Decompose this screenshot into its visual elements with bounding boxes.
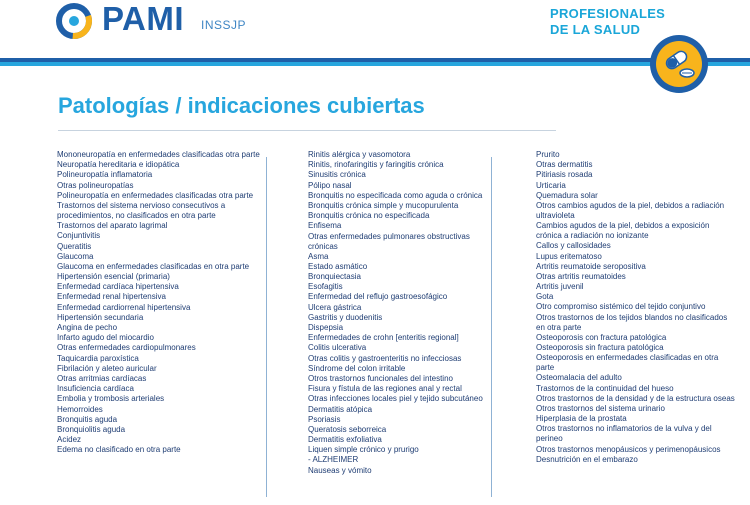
list-item: Quemadura solar — [536, 190, 598, 200]
list-item: Otros trastornos de los tejidos blandos no clasificados en otra parte — [536, 312, 728, 332]
list-item: Osteoporosis con fractura patológica — [536, 332, 667, 342]
list-item: - ALZHEIMER — [308, 455, 359, 465]
list-item: Otras colitis y gastroenteritis no infecciosas — [308, 353, 462, 363]
list-item: Lupus eritematoso — [536, 251, 602, 261]
list-item: Otras polineuropatías — [57, 180, 134, 190]
logo-text: PAMI — [102, 0, 185, 37]
list-item: Bronquitis aguda — [57, 414, 118, 424]
list-item: Hipertensión secundaria — [57, 312, 144, 322]
column-divider-1 — [266, 157, 267, 497]
list-item: Desnutrición en el embarazo — [536, 454, 638, 464]
list-item: Osteoporosis en enfermedades clasificadas en otra parte — [536, 353, 719, 373]
section-title-line1: PROFESIONALES — [550, 6, 666, 21]
column-3 — [536, 150, 736, 465]
list-item: Psoriasis — [308, 414, 341, 424]
list-item: Dermatitis exfoliativa — [308, 435, 382, 445]
list-item: Polineuropatía en enfermedades clasificadas otra parte — [57, 190, 254, 200]
list-item: Otras arritmias cardíacas — [57, 373, 147, 383]
pami-logo-icon — [55, 2, 93, 40]
list-item: Artritis reumatoide seropositiva — [536, 261, 646, 271]
list-item: Urticaria — [536, 180, 566, 190]
list-item: Dispepsia — [308, 323, 344, 332]
list-item: Artritis juvenil — [536, 282, 584, 292]
list-item: Otro compromiso sistémico del tejido conjuntivo — [536, 302, 706, 312]
list-item: Acidez — [57, 435, 82, 445]
list-item: Otros trastornos no inflamatorios de la vulva y del perineo — [536, 424, 712, 444]
column-2 — [308, 150, 488, 476]
badge-inner — [656, 41, 702, 87]
list-item: Polineuropatía inflamatoria — [57, 170, 153, 180]
list-item: Edema no clasificado en otra parte — [57, 445, 181, 455]
list-item: Pitiriasis rosada — [536, 170, 593, 180]
logo-subtitle: INSSJP — [201, 18, 247, 32]
list-item: Enfisema — [308, 221, 342, 231]
badge — [650, 35, 708, 93]
list-item: Callos y callosidades — [536, 241, 611, 251]
list-item: Otras infecciones locales piel y tejido subcutáneo — [308, 394, 483, 404]
list-item: Insuficiencia cardíaca — [57, 384, 134, 394]
list-item: Infarto agudo del miocardio — [57, 333, 154, 343]
header-band-light — [0, 62, 750, 66]
list-item: Embolia y trombosis arteriales — [57, 394, 165, 404]
column-1 — [57, 150, 262, 455]
list-item: Conjuntivitis — [57, 231, 101, 241]
list-item: Fibrilación y aleteo auricular — [57, 363, 157, 373]
list-item: Gota — [536, 292, 554, 302]
list-item: Bronquiectasia — [308, 272, 361, 282]
list-item: Otras artritis reumatoides — [536, 271, 626, 281]
list-item: Trastornos del aparato lagrimal — [57, 221, 168, 231]
title-divider — [58, 130, 556, 131]
list-item: Ulcera gástrica — [308, 302, 362, 312]
list-item: Enfermedad cardiorrenal hipertensiva — [57, 302, 191, 312]
list-item: Colitis ulcerativa — [308, 343, 367, 353]
list-item: Trastornos de la continuidad del hueso — [536, 383, 674, 393]
list-item: Osteomalacia del adulto — [536, 373, 622, 383]
pills-icon — [656, 41, 702, 87]
list-item: Síndrome del colon irritable — [308, 363, 406, 373]
list-item: Glaucoma en enfermedades clasificadas en otra parte — [57, 261, 250, 271]
list-item: Pólipo nasal — [308, 180, 352, 190]
list-item: Rinitis alérgica y vasomotora — [308, 150, 411, 159]
list-item: Enfermedad del reflujo gastroesofágico — [308, 292, 448, 302]
list-item: Cambios agudos de la piel, debidos a exposición crónica a radiación no ionizante — [536, 221, 710, 241]
list-item: Otros trastornos menopáusicos y perimenopáusicos — [536, 444, 721, 454]
list-item: Prurito — [536, 150, 560, 159]
column-divider-2 — [491, 157, 492, 497]
list-item: Estado asmático — [308, 261, 368, 271]
list-item: Bronquitis no especificada como aguda o crónica — [308, 190, 483, 200]
list-item: Angina de pecho — [57, 323, 118, 332]
list-item: Queratitis — [57, 241, 92, 251]
section-title — [550, 6, 665, 38]
list-item: Enfermedad cardíaca hipertensiva — [57, 282, 179, 292]
list-item: Mononeuropatía en enfermedades clasificadas otra parte — [57, 150, 260, 159]
list-item: Otros trastornos del sistema urinario — [536, 403, 665, 413]
list-item: Asma — [308, 251, 329, 261]
list-item: Otras enfermedades pulmonares obstructivas crónicas — [308, 231, 470, 251]
list-item: Liquen simple crónico y prurigo — [308, 445, 419, 455]
list-item: Fisura y fístula de las regiones anal y rectal — [308, 384, 462, 394]
list-item: Enfermedades de crohn [enteritis regional] — [308, 333, 459, 343]
list-item: Otros cambios agudos de la piel, debidos a radiación ultravioleta — [536, 200, 725, 220]
list-item: Bronquitis crónica no especificada — [308, 211, 430, 221]
list-item: Bronquiolitis aguda — [57, 424, 126, 434]
list-item: Otros trastornos funcionales del intestino — [308, 373, 453, 383]
list-item: Enfermedad renal hipertensiva — [57, 292, 166, 302]
list-item: Rinitis, rinofaringitis y faringitis crónica — [308, 160, 444, 170]
list-item: Hemorroides — [57, 404, 103, 414]
list-item: Queratosis seborreica — [308, 424, 387, 434]
section-title-line2: DE LA SALUD — [550, 22, 641, 37]
page-title: Patologías / indicaciones cubiertas — [58, 93, 425, 118]
list-item: Nauseas y vómito — [308, 465, 372, 475]
list-item: Hipertensión esencial (primaria) — [57, 272, 170, 282]
list-item: Neuropatía hereditaria e idiopática — [57, 160, 180, 170]
list-item: Trastornos del sistema nervioso consecutivos a procedimientos, no clasificados en otra parte — [57, 200, 226, 220]
list-item: Osteoporosis sin fractura patológica — [536, 343, 664, 352]
list-item: Taquicardia paroxística — [57, 353, 139, 363]
list-item: Otros trastornos de la densidad y de la estructura oseas — [536, 393, 735, 403]
list-item: Gastritis y duodenitis — [308, 312, 383, 322]
list-item: Otras enfermedades cardiopulmonares — [57, 343, 196, 353]
list-item: Glaucoma — [57, 251, 94, 261]
list-item: Hiperplasia de la prostata — [536, 414, 627, 424]
list-item: Sinusitis crónica — [308, 170, 366, 180]
header — [0, 0, 750, 66]
list-item: Dermatitis atópica — [308, 404, 373, 414]
list-item: Esofagitis — [308, 282, 343, 292]
list-item: Otras dermatitis — [536, 160, 593, 170]
list-item: Bronquitis crónica simple y mucopurulenta — [308, 200, 459, 210]
